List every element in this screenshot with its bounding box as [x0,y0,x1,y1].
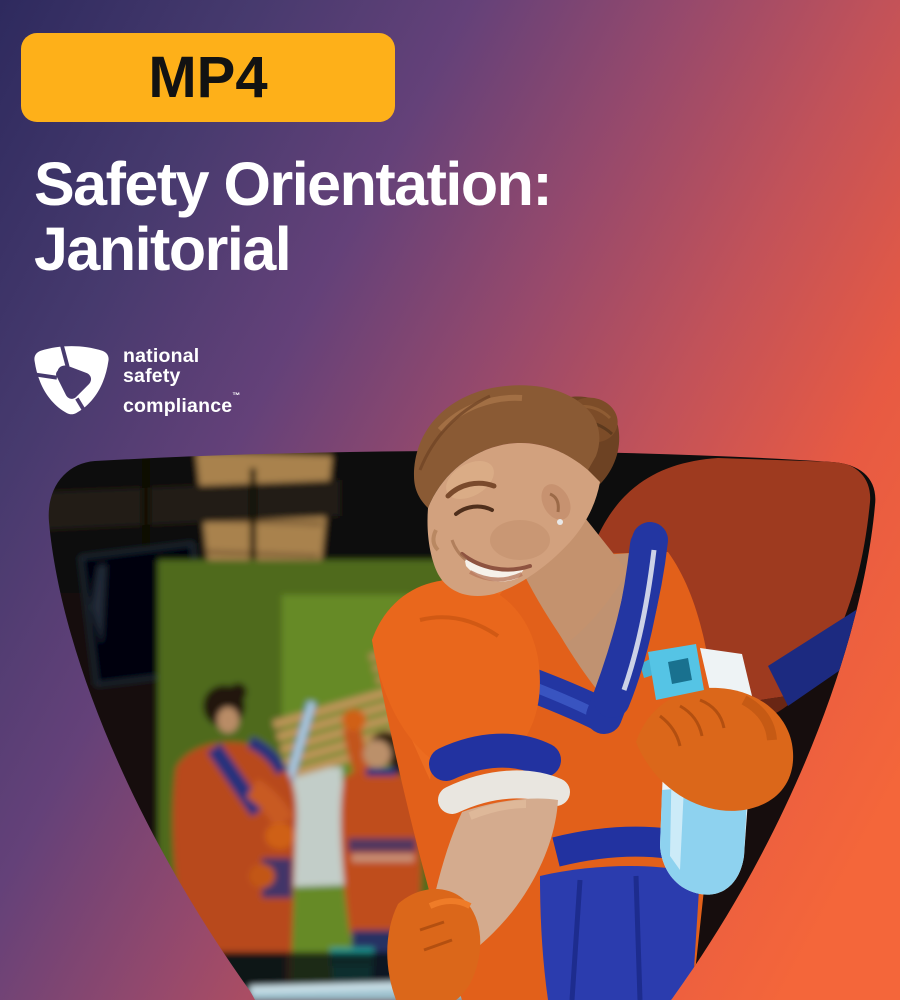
format-badge-label: MP4 [148,45,268,110]
format-badge [21,33,395,122]
logo-line-safety: safety [123,364,181,387]
title-line-1: Safety Orientation: [34,150,552,218]
logo-line-compliance: compliance™ [123,391,241,417]
page-title [34,152,854,282]
nsc-logo [33,339,240,421]
nsc-shield-logo-icon [33,339,110,421]
title-line-2: Janitorial [34,215,291,283]
nsc-logo-text [123,347,240,417]
logo-line-national: national [123,345,200,367]
trademark-symbol: ™ [232,391,241,400]
